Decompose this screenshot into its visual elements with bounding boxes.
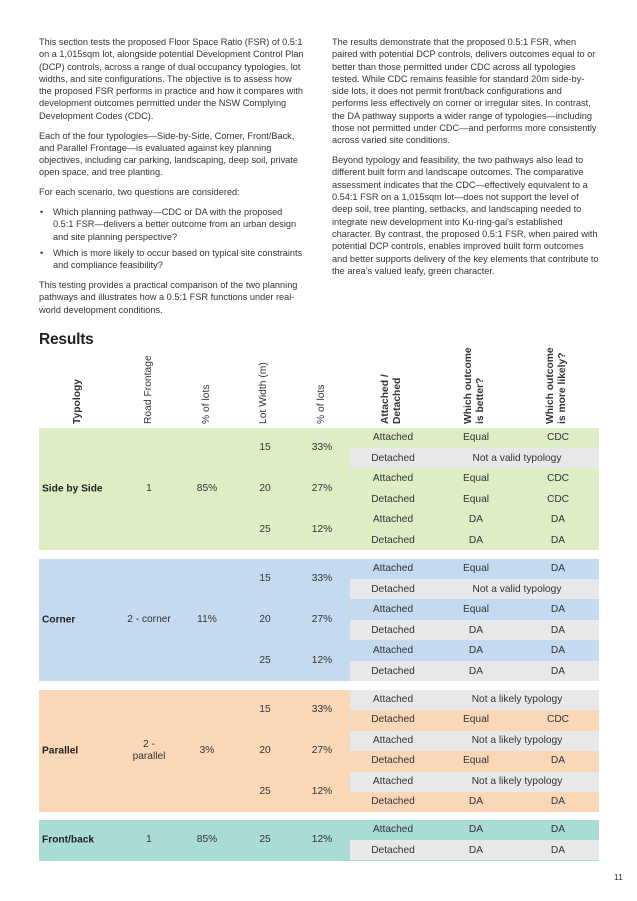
attached-detached-value: Attached [372,776,414,787]
likely-outcome-value: CDC [546,473,570,484]
question-text: Which is more likely to occur based on typical site constraints and compliance feasibility? [53,247,303,271]
intro-left-column [39,36,304,323]
percent-lots-value: 11% [197,614,217,625]
better-outcome-value: DA [468,645,484,656]
attached-detached-value: Attached [372,645,414,656]
intro-paragraph: This testing provides a practical comparison of the two planning pathways and illustrates how a 0.5:1 FSR functions under real-world development conditions. [39,280,298,315]
better-outcome-value: Equal [462,563,490,574]
lot-width-value: 20 [259,483,271,494]
width-percent-value: 33% [311,573,333,584]
road-frontage-value: 2 - parallel [132,739,166,762]
percent-lots-value: 85% [196,483,218,494]
lot-width-value: 25 [259,524,271,535]
road-frontage-value: 1 [146,834,152,845]
intro-paragraph: Beyond typology and feasibility, the two pathways also lead to different built form and landscape outcomes. The comparative assessment indicates that the CDC—effectively equivalent to a 0.54:1 FSR on a 1,015sqm lot—does not support the level of deep soil, tree planting, setbacks, and landscaping needed to integrate new development into Ku-ring-gai's established character. By contrast, the proposed 0.5:1 FSR, when paired with potential DCP controls, enables improved built form outcomes and better supports delivery of the key elements that contribute to the area's valued leafy, green character. [332,155,599,276]
road-frontage-value: 2 - corner [127,614,171,625]
merged-outcome-value: Not a likely typology [471,776,563,787]
width-percent-value: 33% [311,704,333,715]
attached-detached-value: Attached [372,514,414,525]
likely-outcome-value: DA [550,535,566,546]
better-outcome-value: Equal [462,714,490,725]
likely-outcome-value: DA [550,625,566,636]
likely-outcome-value: CDC [546,714,570,725]
likely-outcome-value: DA [550,755,566,766]
better-outcome-value: DA [468,845,484,856]
header-typology: Typology [72,379,83,424]
likely-outcome-value: DA [550,666,566,677]
attached-detached-value: Attached [372,694,414,705]
results-title: Results [39,331,94,348]
better-outcome-value: DA [468,535,484,546]
attached-detached-value: Attached [372,604,414,615]
attached-detached-value: Detached [371,755,415,766]
lot-width-value: 20 [259,745,271,756]
intro-right-column [332,36,600,285]
width-percent-value: 12% [311,786,333,797]
likely-outcome-value: DA [550,563,566,574]
lot-width-value: 25 [259,786,271,797]
width-percent-value: 12% [311,834,333,845]
likely-outcome-value: DA [550,514,566,525]
better-outcome-value: DA [468,796,484,807]
width-percent-value: 27% [311,745,333,756]
typology-label: Front/back [42,834,95,846]
header-likely-outcome: Which outcome is more likely? [545,347,568,424]
attached-detached-value: Detached [371,845,415,856]
likely-outcome-value: DA [550,796,566,807]
header-percent-lots: % of lots [201,384,212,424]
question-list-item [39,206,304,243]
attached-detached-value: Detached [371,584,415,595]
better-outcome-value: Equal [462,432,490,443]
width-percent-value: 27% [311,483,333,494]
percent-lots-value: 3% [199,745,215,756]
width-percent-value: 12% [311,524,333,535]
question-list-item [39,247,304,272]
likely-outcome-value: DA [550,604,566,615]
typology-label: Side by Side [42,483,103,495]
better-outcome-value: Equal [462,473,490,484]
header-percent-lots-width: % of lots [316,384,327,424]
likely-outcome-value: CDC [546,432,570,443]
typology-label: Corner [42,614,76,626]
merged-outcome-value: Not a valid typology [472,584,562,595]
likely-outcome-value: CDC [546,494,570,505]
attached-detached-value: Attached [372,432,414,443]
better-outcome-value: DA [468,514,484,525]
lot-width-value: 15 [259,442,271,453]
header-better-outcome: Which outcome is better? [463,347,486,424]
better-outcome-value: Equal [462,604,490,615]
better-outcome-value: DA [468,625,484,636]
typology-label: Parallel [42,745,79,757]
width-percent-value: 33% [311,442,333,453]
lot-width-value: 20 [259,614,271,625]
merged-outcome-value: Not a likely typology [471,694,563,705]
likely-outcome-value: DA [550,824,566,835]
intro-paragraph: The results demonstrate that the proposed 0.5:1 FSR, when paired with potential DCP controls, delivers outcomes equal to or better than those permitted under CDC across all typologies tested. While CDC remains feasible for standard 20m side-by-side lots, it does not permit front/back configurations and performs less effectively on corner or irregular sites. In contrast, the DA pathway supports a wider range of typologies—including those not permitted under CDC—and performs more consistently across varied site conditions. [332,37,597,146]
question-text: Which planning pathway—CDC or DA with the proposed 0.5:1 FSR—delivers a better outcome from an urban design and site planning perspective? [53,207,297,242]
width-percent-value: 12% [311,655,333,666]
merged-outcome-value: Not a likely typology [471,735,563,746]
lot-width-value: 25 [259,834,271,845]
better-outcome-value: Equal [462,755,490,766]
attached-detached-value: Detached [371,494,415,505]
header-lot-width: Lot Width (m) [258,362,269,424]
bullet-icon: • [40,207,44,218]
width-percent-value: 27% [311,614,333,625]
intro-paragraph: This section tests the proposed Floor Space Ratio (FSR) of 0.5:1 on a 1,015sqm lot, alongside potential Development Control Plan (DCP) controls, across a range of dual occupancy typologies, lot widths, and site configurations. The objective is to assess how the proposed FSR performs in practice and how it compares with development outcomes permitted under the NSW Complying Development Codes (CDC). [39,37,304,121]
percent-lots-value: 85% [196,834,218,845]
merged-outcome-value: Not a valid typology [472,453,562,464]
road-frontage-value: 1 [146,483,152,494]
intro-paragraph: Each of the four typologies—Side-by-Side, Corner, Front/Back, and Parallel Frontage—is evaluated against key planning objectives, including car parking, landscaping, deep soil, private open space, and tree planting. [39,130,298,178]
header-attached-detached: Attached / Detached [380,374,403,424]
page-number: 11 [614,872,623,882]
header-road-frontage: Road Frontage [143,355,154,424]
attached-detached-value: Detached [371,535,415,546]
intro-paragraph: For each scenario, two questions are considered: [39,187,240,198]
bullet-icon: • [40,247,44,258]
attached-detached-value: Detached [371,796,415,807]
better-outcome-value: DA [468,666,484,677]
better-outcome-value: DA [468,824,484,835]
lot-width-value: 15 [259,704,271,715]
attached-detached-value: Attached [372,735,414,746]
attached-detached-value: Attached [372,824,414,835]
likely-outcome-value: DA [550,645,566,656]
attached-detached-value: Attached [372,473,414,484]
better-outcome-value: Equal [462,494,490,505]
attached-detached-value: Detached [371,625,415,636]
attached-detached-value: Detached [371,453,415,464]
attached-detached-value: Detached [371,666,415,677]
lot-width-value: 25 [259,655,271,666]
attached-detached-value: Attached [372,563,414,574]
attached-detached-value: Detached [371,714,415,725]
question-list [39,206,304,271]
likely-outcome-value: DA [550,845,566,856]
lot-width-value: 15 [259,573,271,584]
